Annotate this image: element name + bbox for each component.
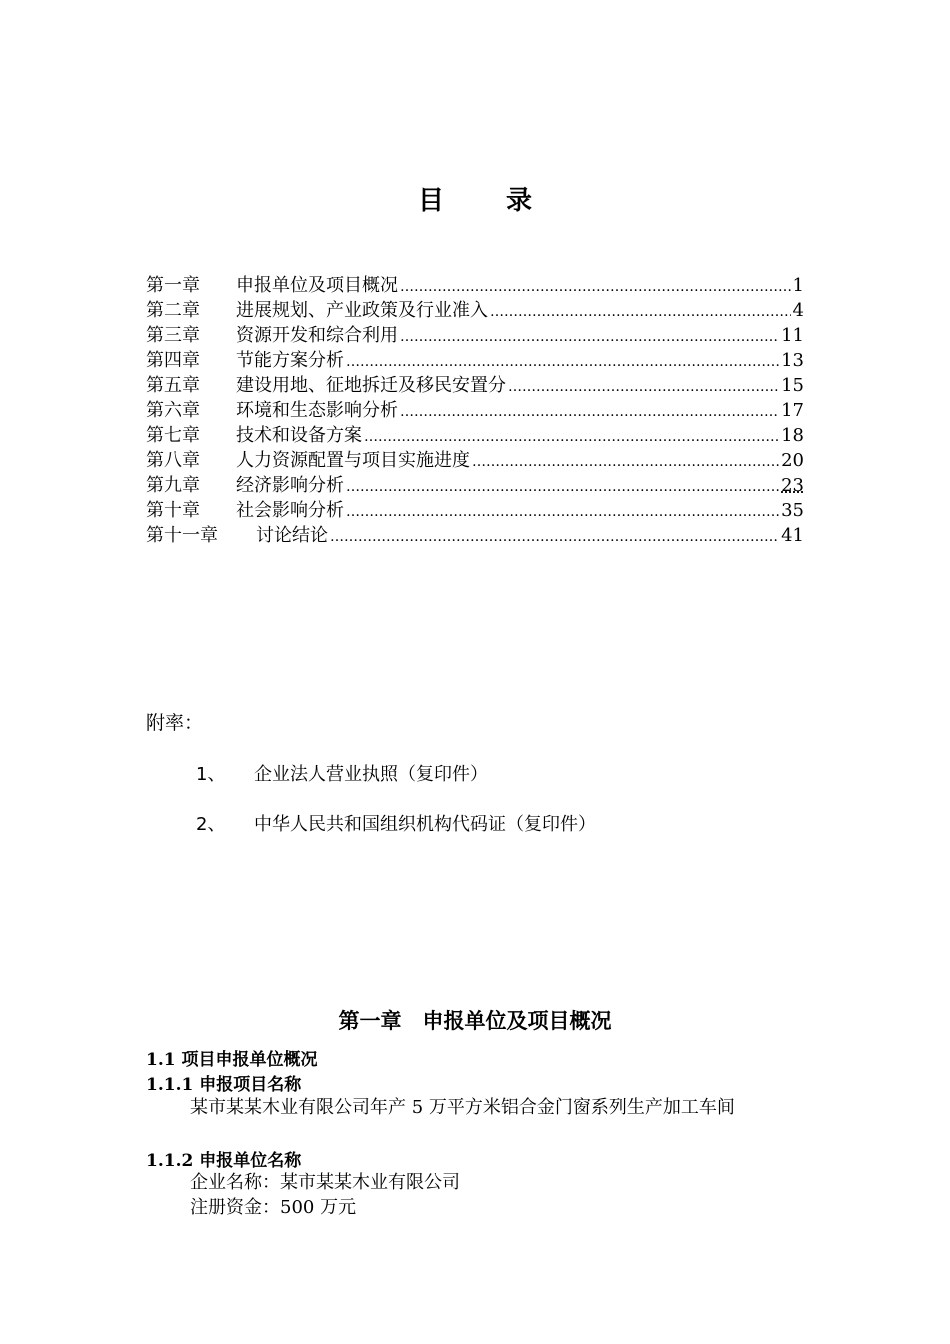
- toc-page-number: 17: [781, 400, 804, 421]
- toc-entry-text: 讨论结论: [256, 525, 328, 546]
- toc-entry[interactable]: [146, 373, 804, 398]
- toc-leader-dots: [346, 348, 779, 375]
- toc-entry[interactable]: [146, 348, 804, 373]
- toc-entry-text: 经济影响分析: [236, 475, 344, 496]
- toc-entry[interactable]: [146, 423, 804, 448]
- toc-leader-dots: [472, 448, 779, 475]
- appendix-item-number: 1、: [196, 764, 226, 785]
- toc-entry-text: 建设用地、征地拆迁及移民安置分: [236, 375, 506, 396]
- toc-entry[interactable]: [146, 523, 804, 548]
- appendix-label: 附率：: [146, 712, 204, 734]
- toc-leader-dots: [400, 273, 791, 300]
- toc-chapter: 第三章: [146, 325, 200, 346]
- toc-chapter: 第八章: [146, 450, 200, 471]
- toc-entry[interactable]: [146, 273, 804, 298]
- project-name-paragraph: 某市某某木业有限公司年产 5 万平方米铝合金门窗系列生产加工车间: [190, 1097, 735, 1118]
- appendix-item-text: 中华人民共和国组织机构代码证（复印件）: [254, 814, 596, 835]
- toc-leader-dots: [346, 498, 779, 525]
- toc-page-number: 13: [781, 350, 804, 371]
- toc-entry[interactable]: [146, 323, 804, 348]
- section-heading: 1.1 项目申报单位概况: [146, 1050, 318, 1070]
- registered-capital-line: 注册资金：500 万元: [190, 1197, 357, 1218]
- toc-entry-text: 进展规划、产业政策及行业准入: [236, 300, 488, 321]
- toc-chapter: 第十一章: [146, 525, 218, 546]
- appendix-item: [196, 760, 488, 786]
- toc-leader-dots: [364, 423, 779, 450]
- table-of-contents: [146, 273, 804, 548]
- toc-entry-text: 社会影响分析: [236, 500, 344, 521]
- toc-page-number: 15: [781, 375, 804, 396]
- toc-leader-dots: [508, 373, 779, 400]
- toc-chapter: 第二章: [146, 300, 200, 321]
- toc-page-number: 23: [781, 475, 804, 496]
- toc-entry-text: 节能方案分析: [236, 350, 344, 371]
- toc-chapter: 第六章: [146, 400, 200, 421]
- toc-entry[interactable]: [146, 298, 804, 323]
- toc-leader-dots: [346, 473, 779, 500]
- toc-entry[interactable]: [146, 473, 804, 498]
- toc-chapter: 第五章: [146, 375, 200, 396]
- subsection-heading: 1.1.2 申报单位名称: [146, 1151, 302, 1171]
- toc-page-number: 4: [792, 300, 804, 321]
- toc-page-number: 35: [781, 500, 804, 521]
- toc-entry[interactable]: [146, 498, 804, 523]
- toc-page-number: 11: [781, 325, 804, 346]
- toc-entry[interactable]: [146, 398, 804, 423]
- toc-page-number: 18: [781, 425, 804, 446]
- toc-page-number: 20: [781, 450, 804, 471]
- toc-entry-text: 资源开发和综合利用: [236, 325, 398, 346]
- toc-title: 目录: [417, 186, 594, 216]
- company-name-line: 企业名称：某市某某木业有限公司: [190, 1172, 460, 1193]
- toc-leader-dots: [400, 323, 779, 350]
- toc-entry-text: 技术和设备方案: [236, 425, 362, 446]
- toc-page-number: 41: [781, 525, 804, 546]
- appendix-item-number: 2、: [196, 814, 226, 835]
- toc-chapter: 第九章: [146, 475, 200, 496]
- toc-chapter: 第七章: [146, 425, 200, 446]
- toc-leader-dots: [490, 298, 791, 325]
- toc-entry-text: 人力资源配置与项目实施进度: [236, 450, 470, 471]
- toc-chapter: 第一章: [146, 275, 200, 296]
- toc-leader-dots: [400, 398, 779, 425]
- appendix-item: [196, 810, 596, 836]
- chapter-title: 第一章 申报单位及项目概况: [338, 1009, 612, 1033]
- toc-chapter: 第四章: [146, 350, 200, 371]
- toc-entry[interactable]: [146, 448, 804, 473]
- toc-entry-text: 申报单位及项目概况: [236, 275, 398, 296]
- toc-entry-text: 环境和生态影响分析: [236, 400, 398, 421]
- toc-page-number: 1: [792, 275, 804, 296]
- toc-chapter: 第十章: [146, 500, 200, 521]
- subsection-heading: 1.1.1 申报项目名称: [146, 1075, 302, 1095]
- toc-leader-dots: [330, 523, 779, 550]
- appendix-item-text: 企业法人营业执照（复印件）: [254, 764, 488, 785]
